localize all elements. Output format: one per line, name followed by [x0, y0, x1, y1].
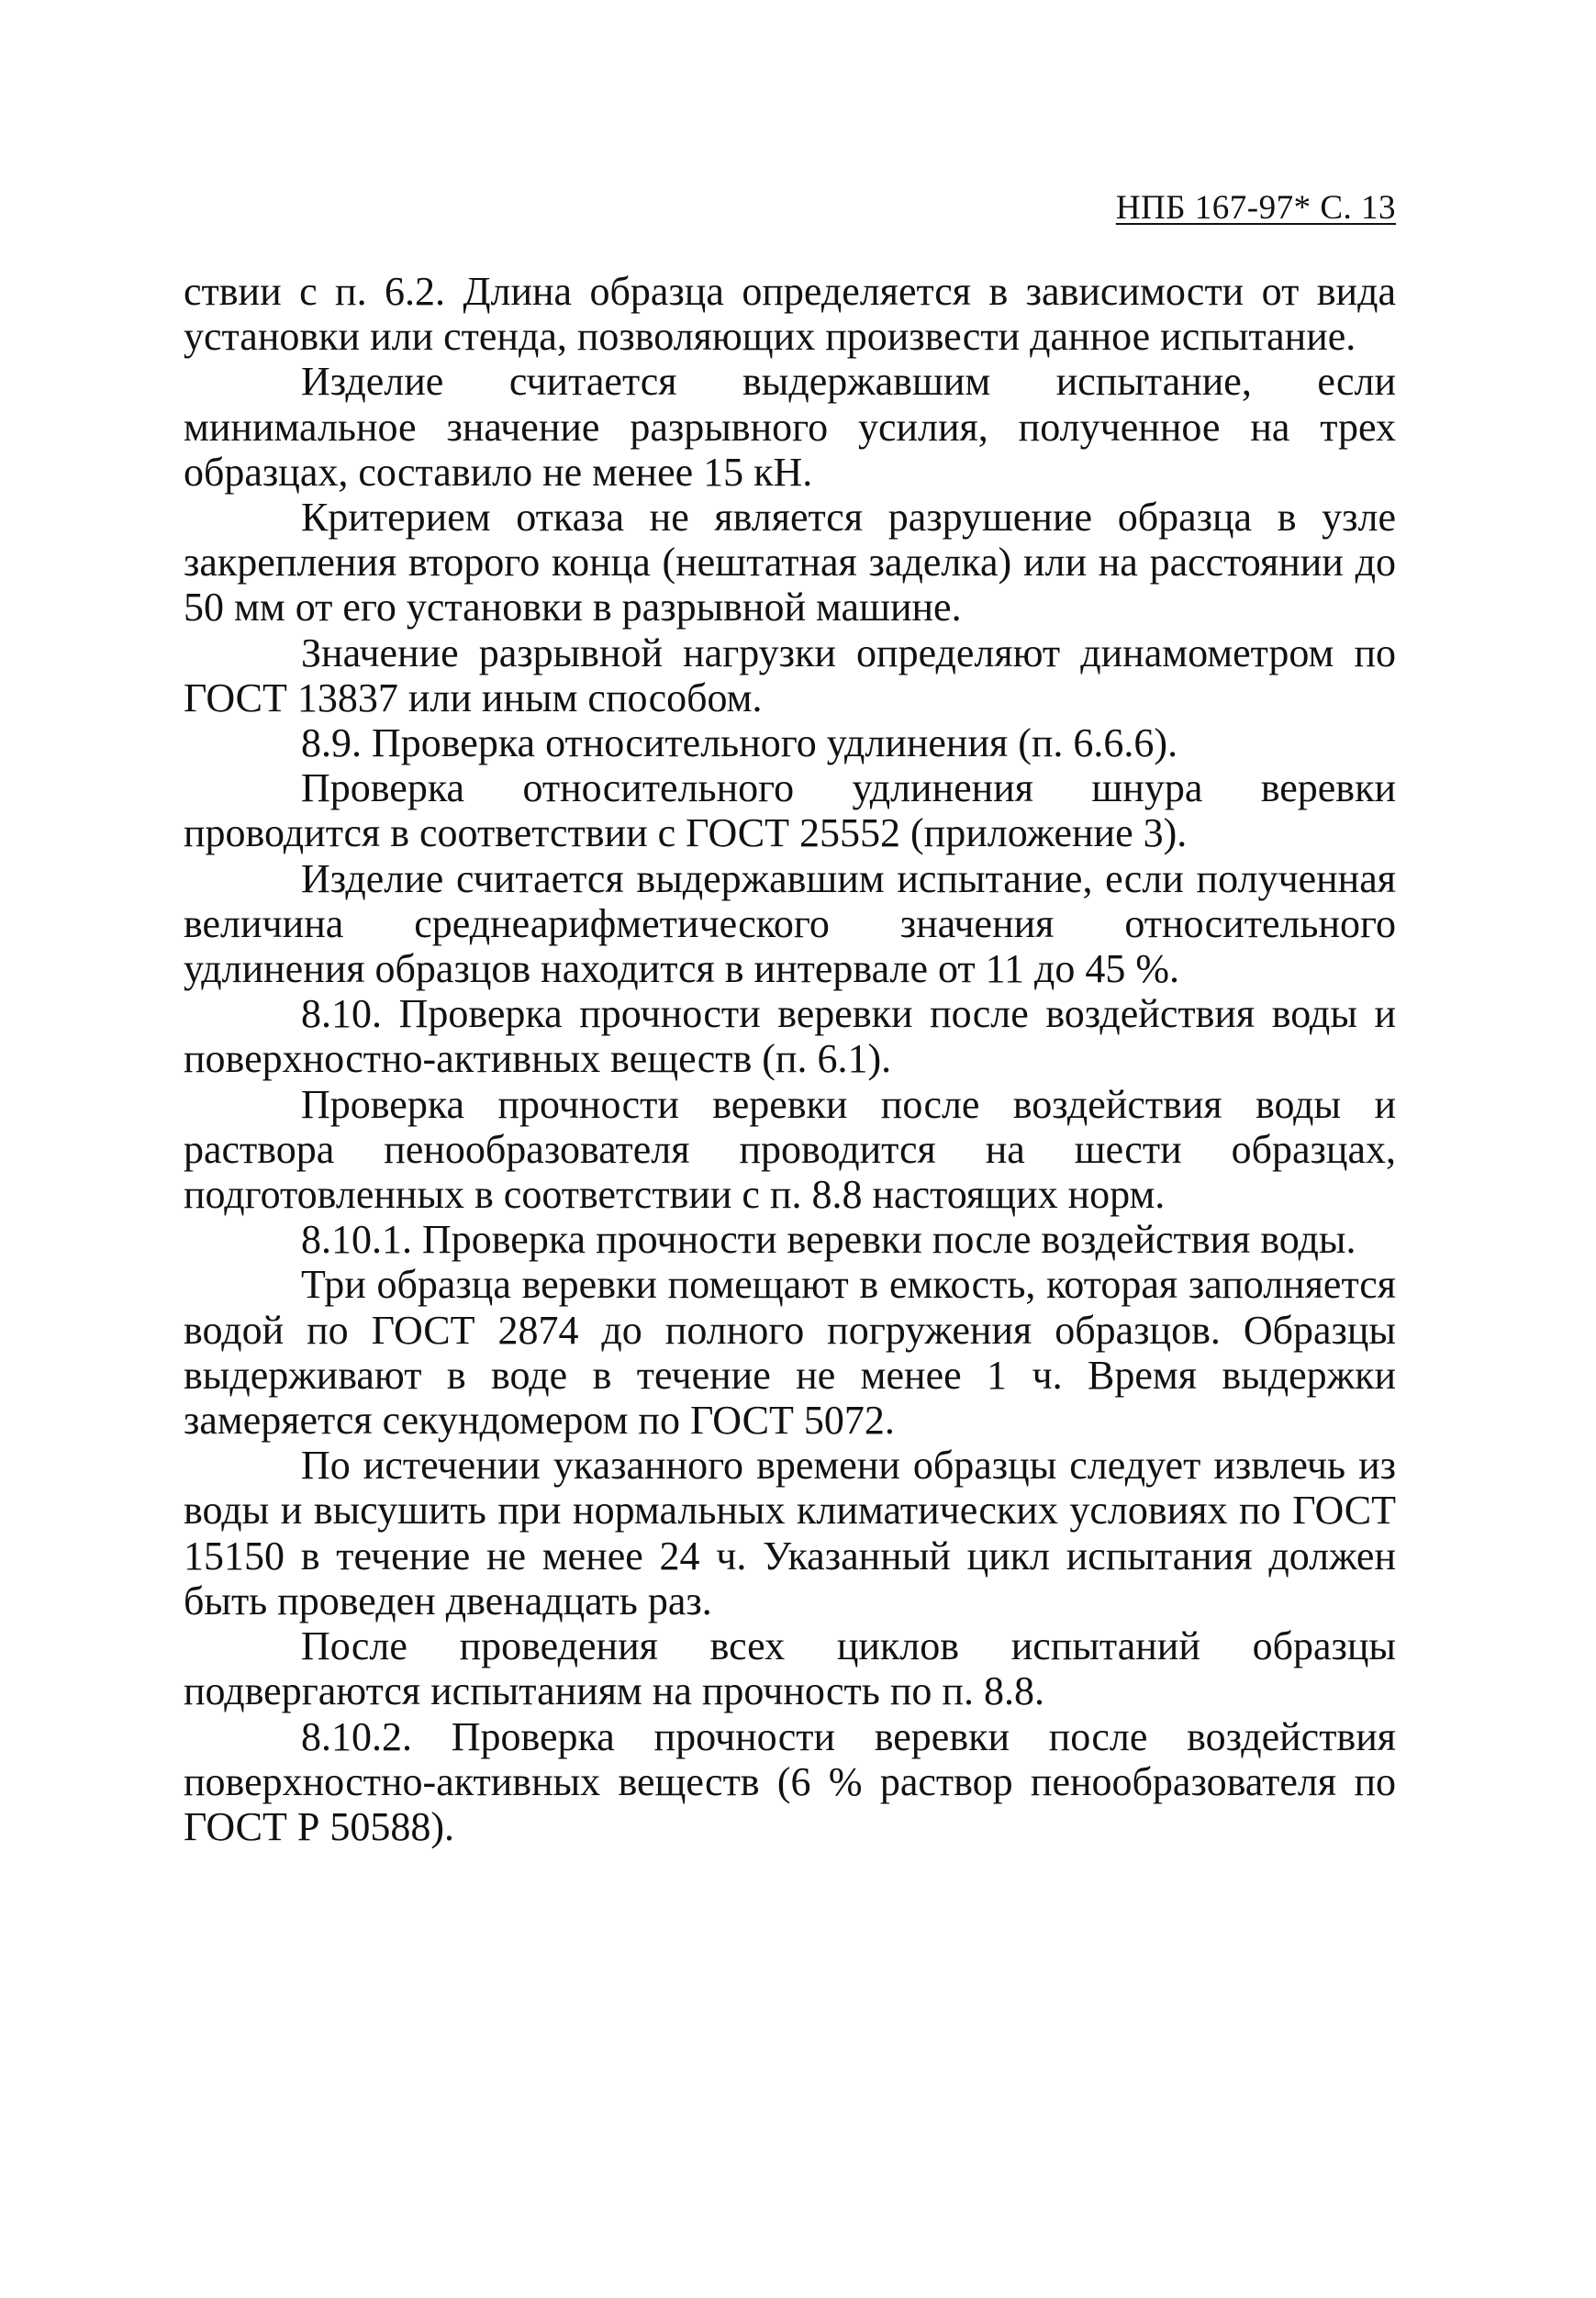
paragraph: По истечении указанного времени образцы следует извлечь из воды и высушить при нормальных климатических условиях по ГОСТ 15150 в течение не менее 24 ч. Указанный цикл испытания должен быть проведен двенадцать раз.: [184, 1443, 1396, 1623]
paragraph: Три образца веревки помещают в емкость, которая заполняется водой по ГОСТ 2874 до полного погружения образцов. Образцы выдерживают в воде в течение не менее 1 ч. Время выдержки замеряется секундомером по ГОСТ 5072.: [184, 1262, 1396, 1444]
section-heading-8-10-2: 8.10.2. Проверка прочности веревки после воздействия поверхностно-активных веществ (6 % раствор пенообразователя по ГОСТ Р 50588).: [184, 1713, 1396, 1849]
section-heading-8-10-1: 8.10.1. Проверка прочности веревки после воздействия воды.: [301, 1217, 1356, 1263]
paragraph: Критерием отказа не является разрушение образца в узле закрепления второго конца (нештатная заделка) или на расстоянии до 50 мм от его установки в разрывной машине.: [184, 495, 1396, 630]
running-header: НПБ 167-97* С. 13: [1115, 189, 1396, 227]
document-body: [184, 269, 1396, 1849]
section-heading-8-10: 8.10. Проверка прочности веревки после воздействия воды и поверхностно-активных веществ (п. 6.1).: [184, 991, 1396, 1082]
paragraph: Изделие считается выдержавшим испытание, если полученная величина среднеарифметического значения относительного удлинения образцов находится в интервале от 11 до 45 %.: [184, 855, 1396, 992]
paragraph: Значение разрывной нагрузки определяют динамометром по ГОСТ 13837 или иным способом.: [184, 630, 1396, 720]
paragraph: Проверка прочности веревки после воздействия воды и раствора пенообразователя проводится на шести образцах, подготовленных в соответствии с п. 8.8 настоящих норм.: [184, 1081, 1396, 1218]
paragraph: Проверка относительного удлинения шнура веревки проводится в соответствии с ГОСТ 25552 (приложение 3).: [184, 765, 1396, 856]
paragraph-continuation: ствии с п. 6.2. Длина образца определяется в зависимости от вида установки или стенда, позволяющих произвести данное испытание.: [184, 269, 1396, 360]
paragraph: После проведения всех циклов испытаний образцы подвергаются испытаниям на прочность по п. 8.8.: [184, 1623, 1396, 1714]
section-heading-8-9: 8.9. Проверка относительного удлинения (п. 6.6.6).: [301, 720, 1178, 766]
paragraph: Изделие считается выдержавшим испытание, если минимальное значение разрывного усилия, полученное на трех образцах, составило не менее 15 кН.: [184, 359, 1396, 495]
